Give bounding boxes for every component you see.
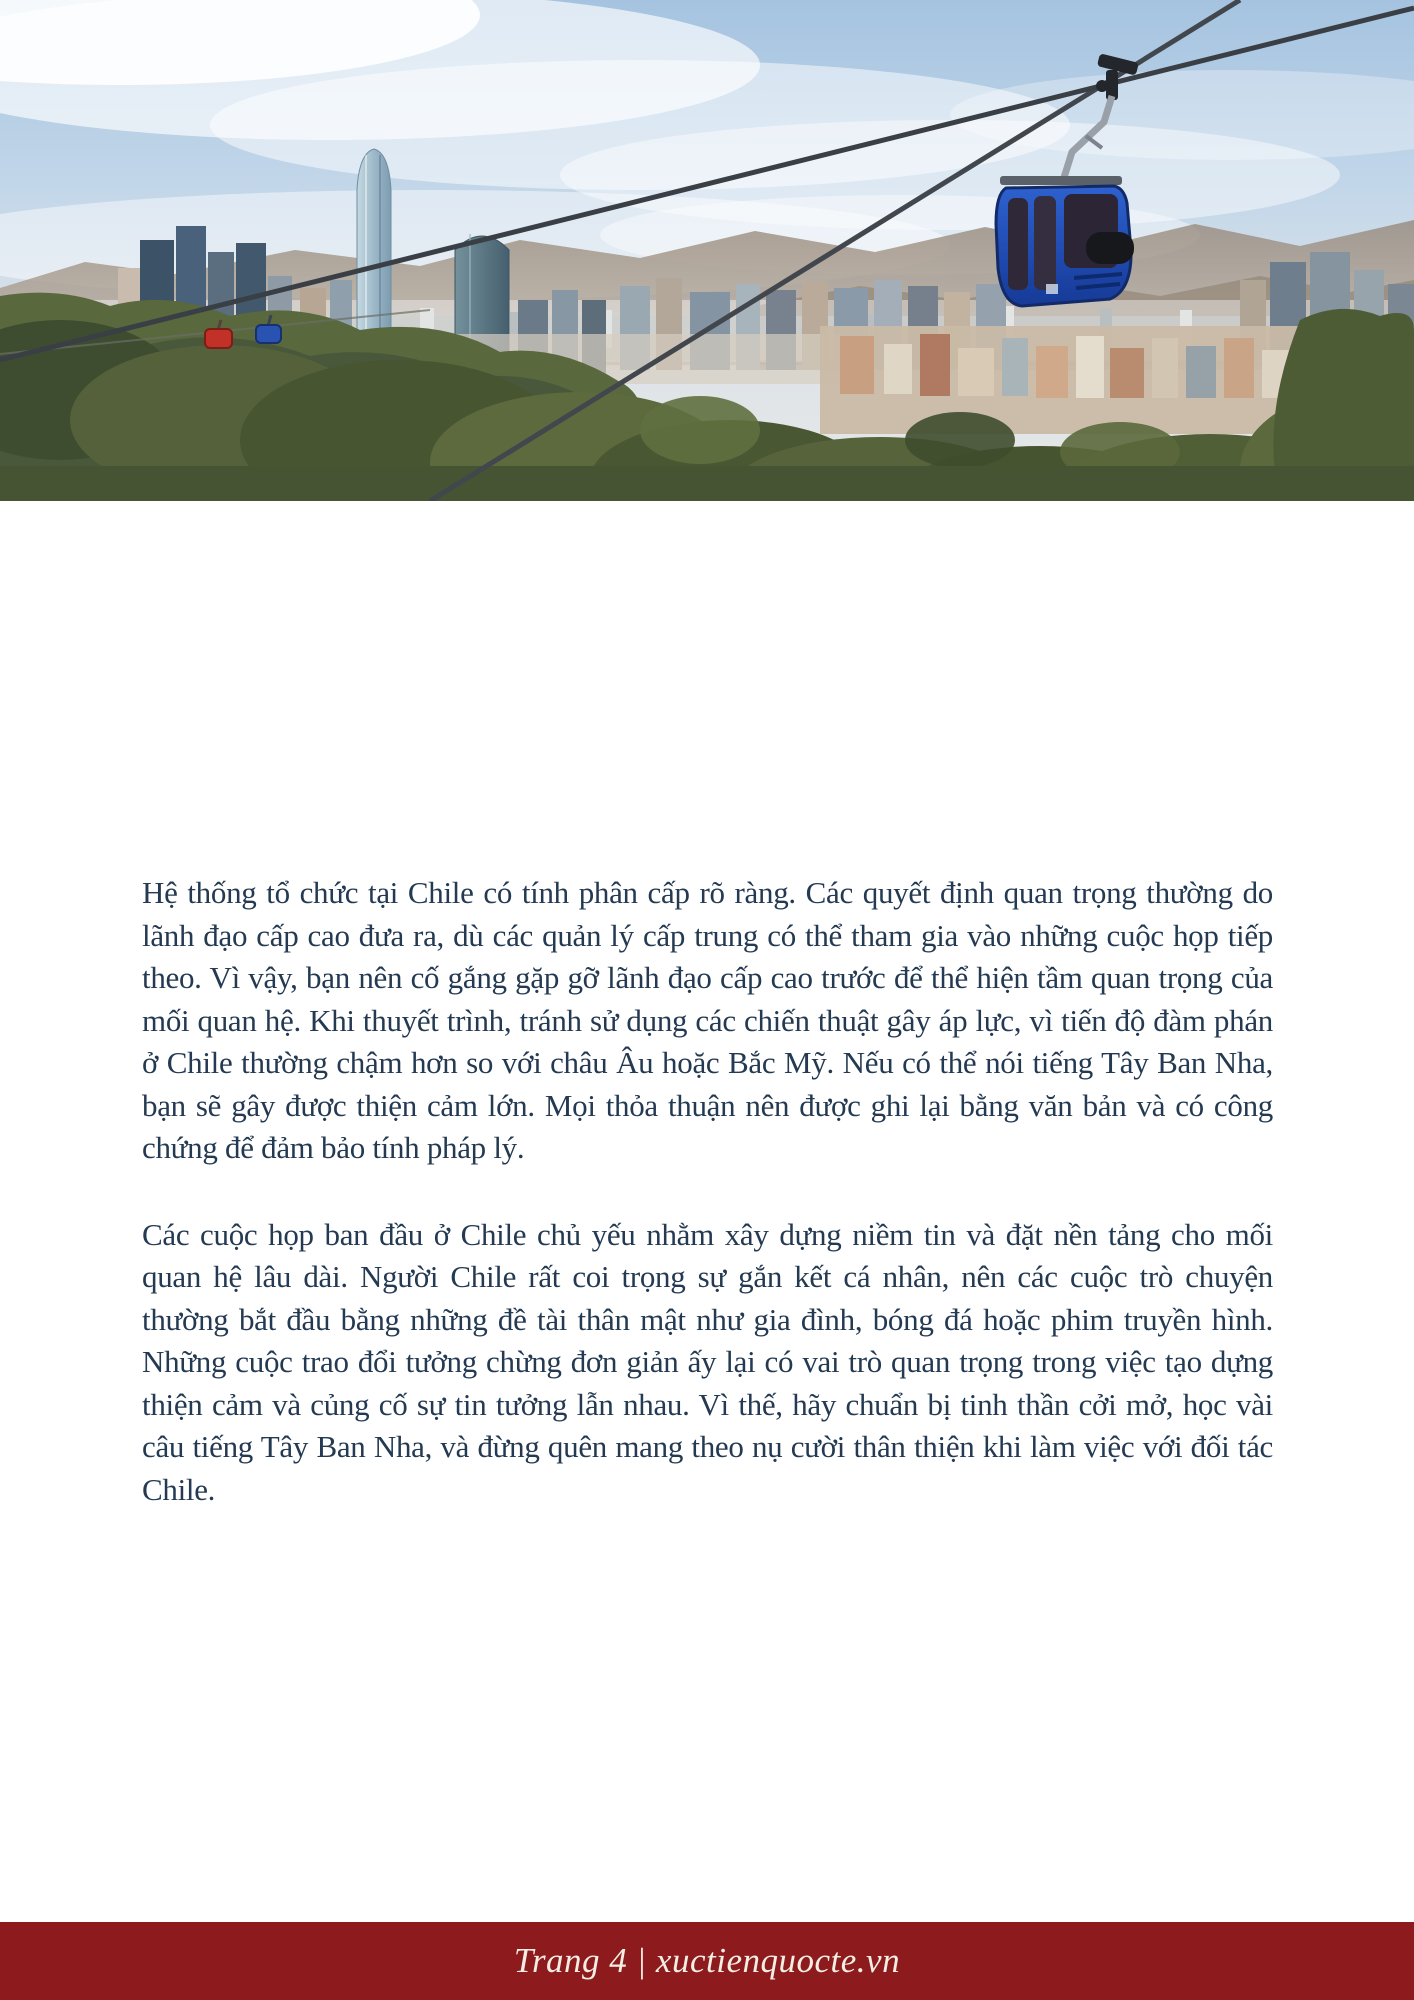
paragraph-first-meetings-chile: Các cuộc họp ban đầu ở Chile chủ yếu nhằm xây dựng niềm tin và đặt nền tảng cho mối quan hệ lâu dài. Người Chile rất coi trọng sự gắn kết cá nhân, nên các cuộc trò chuyện thường bắt đầu bằng những đề tài thân mật như gia đình, bóng đá hoặc phim truyền hình. Những cuộc trao đổi tưởng chừng đơn giản ấy lại có vai trò quan trọng trong việc tạo dựng thiện cảm và củng cố sự tin tưởng lẫn nhau. Vì thế, hãy chuẩn bị tinh thần cởi mở, học vài câu tiếng Tây Ban Nha, và đừng quên mang theo nụ cười thân thiện khi làm việc với đối tác Chile.: [142, 1216, 1273, 1507]
gondola-bumper: [1086, 232, 1134, 264]
gondola-window-mid: [1034, 196, 1056, 290]
hero-photo: [0, 0, 1414, 501]
santiago-skyline-cablecar-image: [0, 0, 1414, 501]
page-footer: [0, 1922, 1414, 2000]
footer-page-label: Trang 4 | xuctienquocte.vn: [513, 1941, 901, 1980]
paragraph-hierarchy-chile: Hệ thống tổ chức tại Chile có tính phân cấp rõ ràng. Các quyết định quan trọng thường do lãnh đạo cấp cao đưa ra, dù các quản lý cấp trung có thể tham gia vào những cuộc họp tiếp theo. Vì vậy, bạn nên cố gắng gặp gỡ lãnh đạo cấp cao trước để thể hiện tầm quan trọng của mối quan hệ. Khi thuyết trình, tránh sử dụng các chiến thuật gây áp lực, vì tiến độ đàm phán ở Chile thường chậm hơn so với châu Âu hoặc Bắc Mỹ. Nếu có thể nói tiếng Tây Ban Nha, bạn sẽ gây được thiện cảm lớn. Mọi thỏa thuận nên được ghi lại bằng văn bản và có công chứng để đảm bảo tính pháp lý.: [142, 875, 1273, 1165]
gondola-roofbar: [1000, 176, 1122, 185]
page-body: [142, 872, 1273, 1511]
gondola-window-left: [1008, 198, 1028, 290]
